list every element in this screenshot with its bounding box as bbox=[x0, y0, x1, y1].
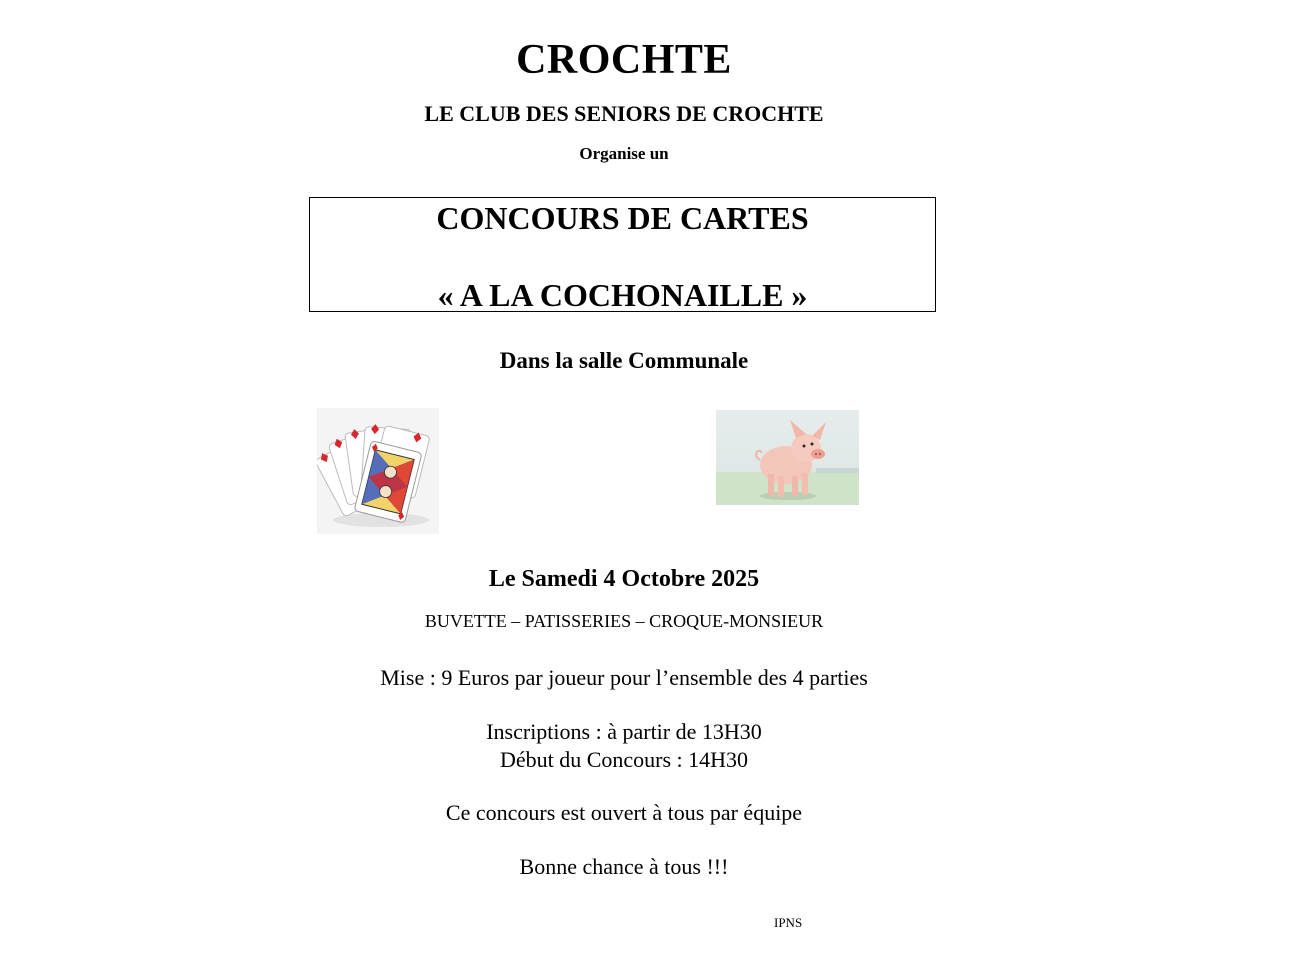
contest-start-time: Début du Concours : 14H30 bbox=[499, 747, 749, 772]
contest-title-box bbox=[309, 197, 936, 312]
extras-text: BUVETTE – PATISSERIES – CROQUE-MONSIEUR bbox=[424, 611, 824, 631]
contest-subtitle: « A LA COCHONAILLE » bbox=[437, 277, 808, 313]
event-date: Le Samedi 4 Octobre 2025 bbox=[488, 566, 760, 592]
piglet-icon bbox=[716, 410, 859, 505]
playing-cards-icon bbox=[317, 408, 439, 534]
piglet-image bbox=[716, 410, 859, 505]
open-to-all-text: Ce concours est ouvert à tous par équipe bbox=[445, 800, 803, 825]
organise-text: Organise un bbox=[579, 144, 669, 163]
playing-cards-image bbox=[317, 408, 439, 534]
stake-text: Mise : 9 Euros par joueur pour l’ensemble des 4 parties bbox=[380, 665, 868, 690]
contest-title: CONCOURS DE CARTES bbox=[436, 200, 809, 236]
venue-text: Dans la salle Communale bbox=[499, 348, 749, 373]
town-title: CROCHTE bbox=[516, 37, 732, 83]
club-name: LE CLUB DES SENIORS DE CROCHTE bbox=[424, 101, 824, 126]
ipns-mark: IPNS bbox=[774, 915, 803, 930]
good-luck-text: Bonne chance à tous !!! bbox=[519, 854, 729, 879]
registration-time: Inscriptions : à partir de 13H30 bbox=[486, 719, 762, 744]
